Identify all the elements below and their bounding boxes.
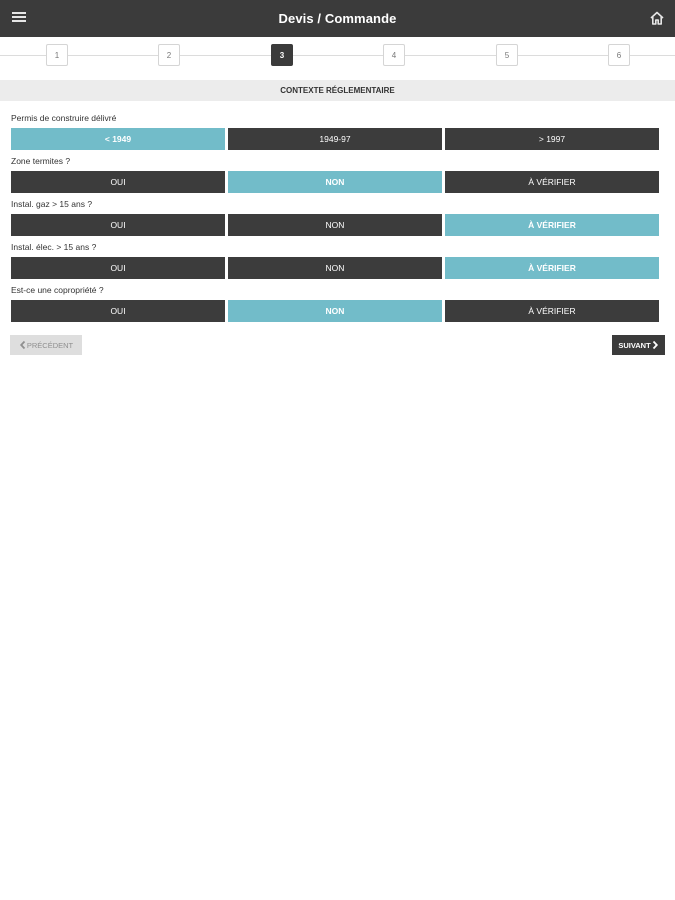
section-title: CONTEXTE RÉGLEMENTAIRE [0, 80, 675, 101]
option-termites-non[interactable]: NON [228, 171, 442, 193]
option-copropriete-a-verifier[interactable]: À VÉRIFIER [445, 300, 659, 322]
question-label-permis: Permis de construire délivré [11, 113, 117, 123]
question-label-elec: Instal. élec. > 15 ans ? [11, 242, 97, 252]
question-label-copropriete: Est-ce une copropriété ? [11, 285, 104, 295]
option-copropriete-non[interactable]: NON [228, 300, 442, 322]
step-6[interactable]: 6 [608, 44, 630, 66]
option-elec-a-verifier[interactable]: À VÉRIFIER [445, 257, 659, 279]
options-elec [11, 257, 659, 279]
stepper [0, 37, 675, 75]
top-bar [0, 0, 675, 37]
option-1949-97[interactable]: 1949-97 [228, 128, 442, 150]
option-gaz-a-verifier[interactable]: À VÉRIFIER [445, 214, 659, 236]
option-copropriete-oui[interactable]: OUI [11, 300, 225, 322]
step-1[interactable]: 1 [46, 44, 68, 66]
question-label-gaz: Instal. gaz > 15 ans ? [11, 199, 93, 209]
option-gaz-oui[interactable]: OUI [11, 214, 225, 236]
chevron-left-icon [19, 340, 27, 350]
step-2[interactable]: 2 [158, 44, 180, 66]
hamburger-menu-icon[interactable] [12, 12, 26, 24]
stepper-line [0, 55, 675, 56]
step-4[interactable]: 4 [383, 44, 405, 66]
chevron-right-icon [651, 340, 659, 350]
option-after-1997[interactable]: > 1997 [445, 128, 659, 150]
option-gaz-non[interactable]: NON [228, 214, 442, 236]
options-copropriete [11, 300, 659, 322]
previous-button-label: PRÉCÉDENT [26, 340, 74, 350]
previous-button[interactable] [10, 335, 82, 355]
option-elec-non[interactable]: NON [228, 257, 442, 279]
options-permis [11, 128, 659, 150]
next-button-label: SUIVANT [618, 340, 651, 350]
next-button[interactable] [612, 335, 665, 355]
question-label-termites: Zone termites ? [11, 156, 71, 166]
option-termites-oui[interactable]: OUI [11, 171, 225, 193]
step-5[interactable]: 5 [496, 44, 518, 66]
option-before-1949[interactable]: < 1949 [11, 128, 225, 150]
option-elec-oui[interactable]: OUI [11, 257, 225, 279]
page-title: Devis / Commande [278, 11, 397, 26]
home-icon[interactable] [649, 10, 665, 26]
options-gaz [11, 214, 659, 236]
option-termites-a-verifier[interactable]: À VÉRIFIER [445, 171, 659, 193]
options-termites [11, 171, 659, 193]
step-3[interactable]: 3 [271, 44, 293, 66]
